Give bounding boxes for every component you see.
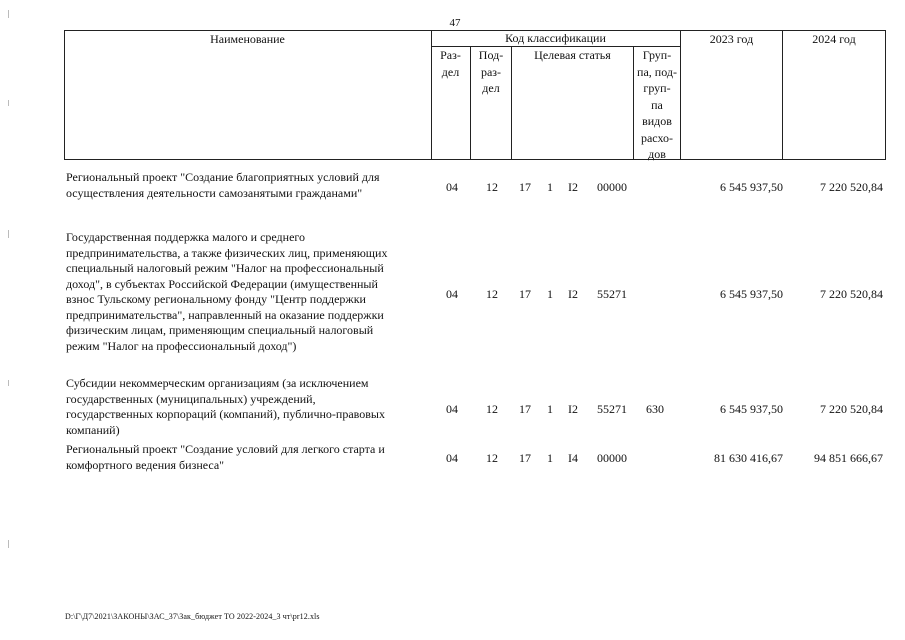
row-code-4: 55271 <box>597 402 627 416</box>
row-name: Государственная поддержка малого и среднего предпринимательства, а также физических лиц, применяющих специальный налоговый режим "Налог на профессиональный доход", в субъектах Российской Федерации (имущественный взнос Тульскому региональному фонду "Центр поддержки предпринимательства", направленный на оказание поддержки физическим лицам, применяющим специальный налоговый режим "Налог на профессиональный доход") <box>66 230 388 353</box>
row-code-3: I2 <box>568 180 578 194</box>
row-name: Субсидии некоммерческим организациям (за исключением государственных (муниципальных) учреждений, государственных корпораций (компаний), публично-правовых компаний) <box>66 376 385 437</box>
row-name: Региональный проект "Создание условий для легкого старта и комфортного ведения бизнеса" <box>66 442 385 472</box>
row-code-3: I2 <box>568 287 578 301</box>
scan-mark <box>8 100 9 106</box>
row-subsection: 12 <box>486 180 498 194</box>
header-expense-group: Груп- па, под- груп- па видов расхо- дов <box>637 48 677 161</box>
row-subsection: 12 <box>486 402 498 416</box>
row-name: Региональный проект "Создание благоприятных условий для осуществления деятельности самозанятыми гражданами" <box>66 170 380 200</box>
row-code-1: 17 <box>519 180 531 194</box>
row-code-2: 1 <box>547 451 553 465</box>
page-number: 47 <box>449 17 461 29</box>
header-section: Раз- дел <box>440 48 461 79</box>
row-2023: 6 545 937,50 <box>720 287 783 301</box>
row-2024: 7 220 520,84 <box>820 287 883 301</box>
row-subsection: 12 <box>486 451 498 465</box>
row-2023: 6 545 937,50 <box>720 402 783 416</box>
row-section: 04 <box>446 402 458 416</box>
scan-mark <box>8 230 9 238</box>
row-code-4: 00000 <box>597 180 627 194</box>
row-code-2: 1 <box>547 287 553 301</box>
scan-mark <box>8 380 9 386</box>
header-year-2023: 2023 год <box>709 32 754 46</box>
row-code-2: 1 <box>547 402 553 416</box>
row-subsection: 12 <box>486 287 498 301</box>
row-section: 04 <box>446 180 458 194</box>
row-section: 04 <box>446 287 458 301</box>
header-subsection: Под- раз- дел <box>478 48 504 95</box>
row-group: 630 <box>646 402 664 416</box>
row-2024: 7 220 520,84 <box>820 402 883 416</box>
row-2024: 7 220 520,84 <box>820 180 883 194</box>
scan-mark <box>8 10 9 18</box>
row-code-3: I2 <box>568 402 578 416</box>
file-path-footer: D:\Г\Д7\2021\ЗАКОНЫ\ЗАС_37\Зак_бюджет ТО 2022-2024_3 чт\pr12.xls <box>65 612 320 621</box>
row-code-2: 1 <box>547 180 553 194</box>
row-code-1: 17 <box>519 451 531 465</box>
header-name: Наименование <box>210 32 285 46</box>
row-2023: 6 545 937,50 <box>720 180 783 194</box>
row-section: 04 <box>446 451 458 465</box>
row-2023: 81 630 416,67 <box>714 451 783 465</box>
row-code-3: I4 <box>568 451 578 465</box>
row-code-4: 55271 <box>597 287 627 301</box>
row-code-1: 17 <box>519 287 531 301</box>
scan-mark <box>8 540 9 548</box>
header-year-2024: 2024 год <box>812 32 856 46</box>
header-classification: Код классификации <box>505 31 606 45</box>
table-header <box>64 30 886 160</box>
row-code-4: 00000 <box>597 451 627 465</box>
row-2024: 94 851 666,67 <box>814 451 883 465</box>
row-code-1: 17 <box>519 402 531 416</box>
header-target-article: Целевая статья <box>534 48 611 62</box>
